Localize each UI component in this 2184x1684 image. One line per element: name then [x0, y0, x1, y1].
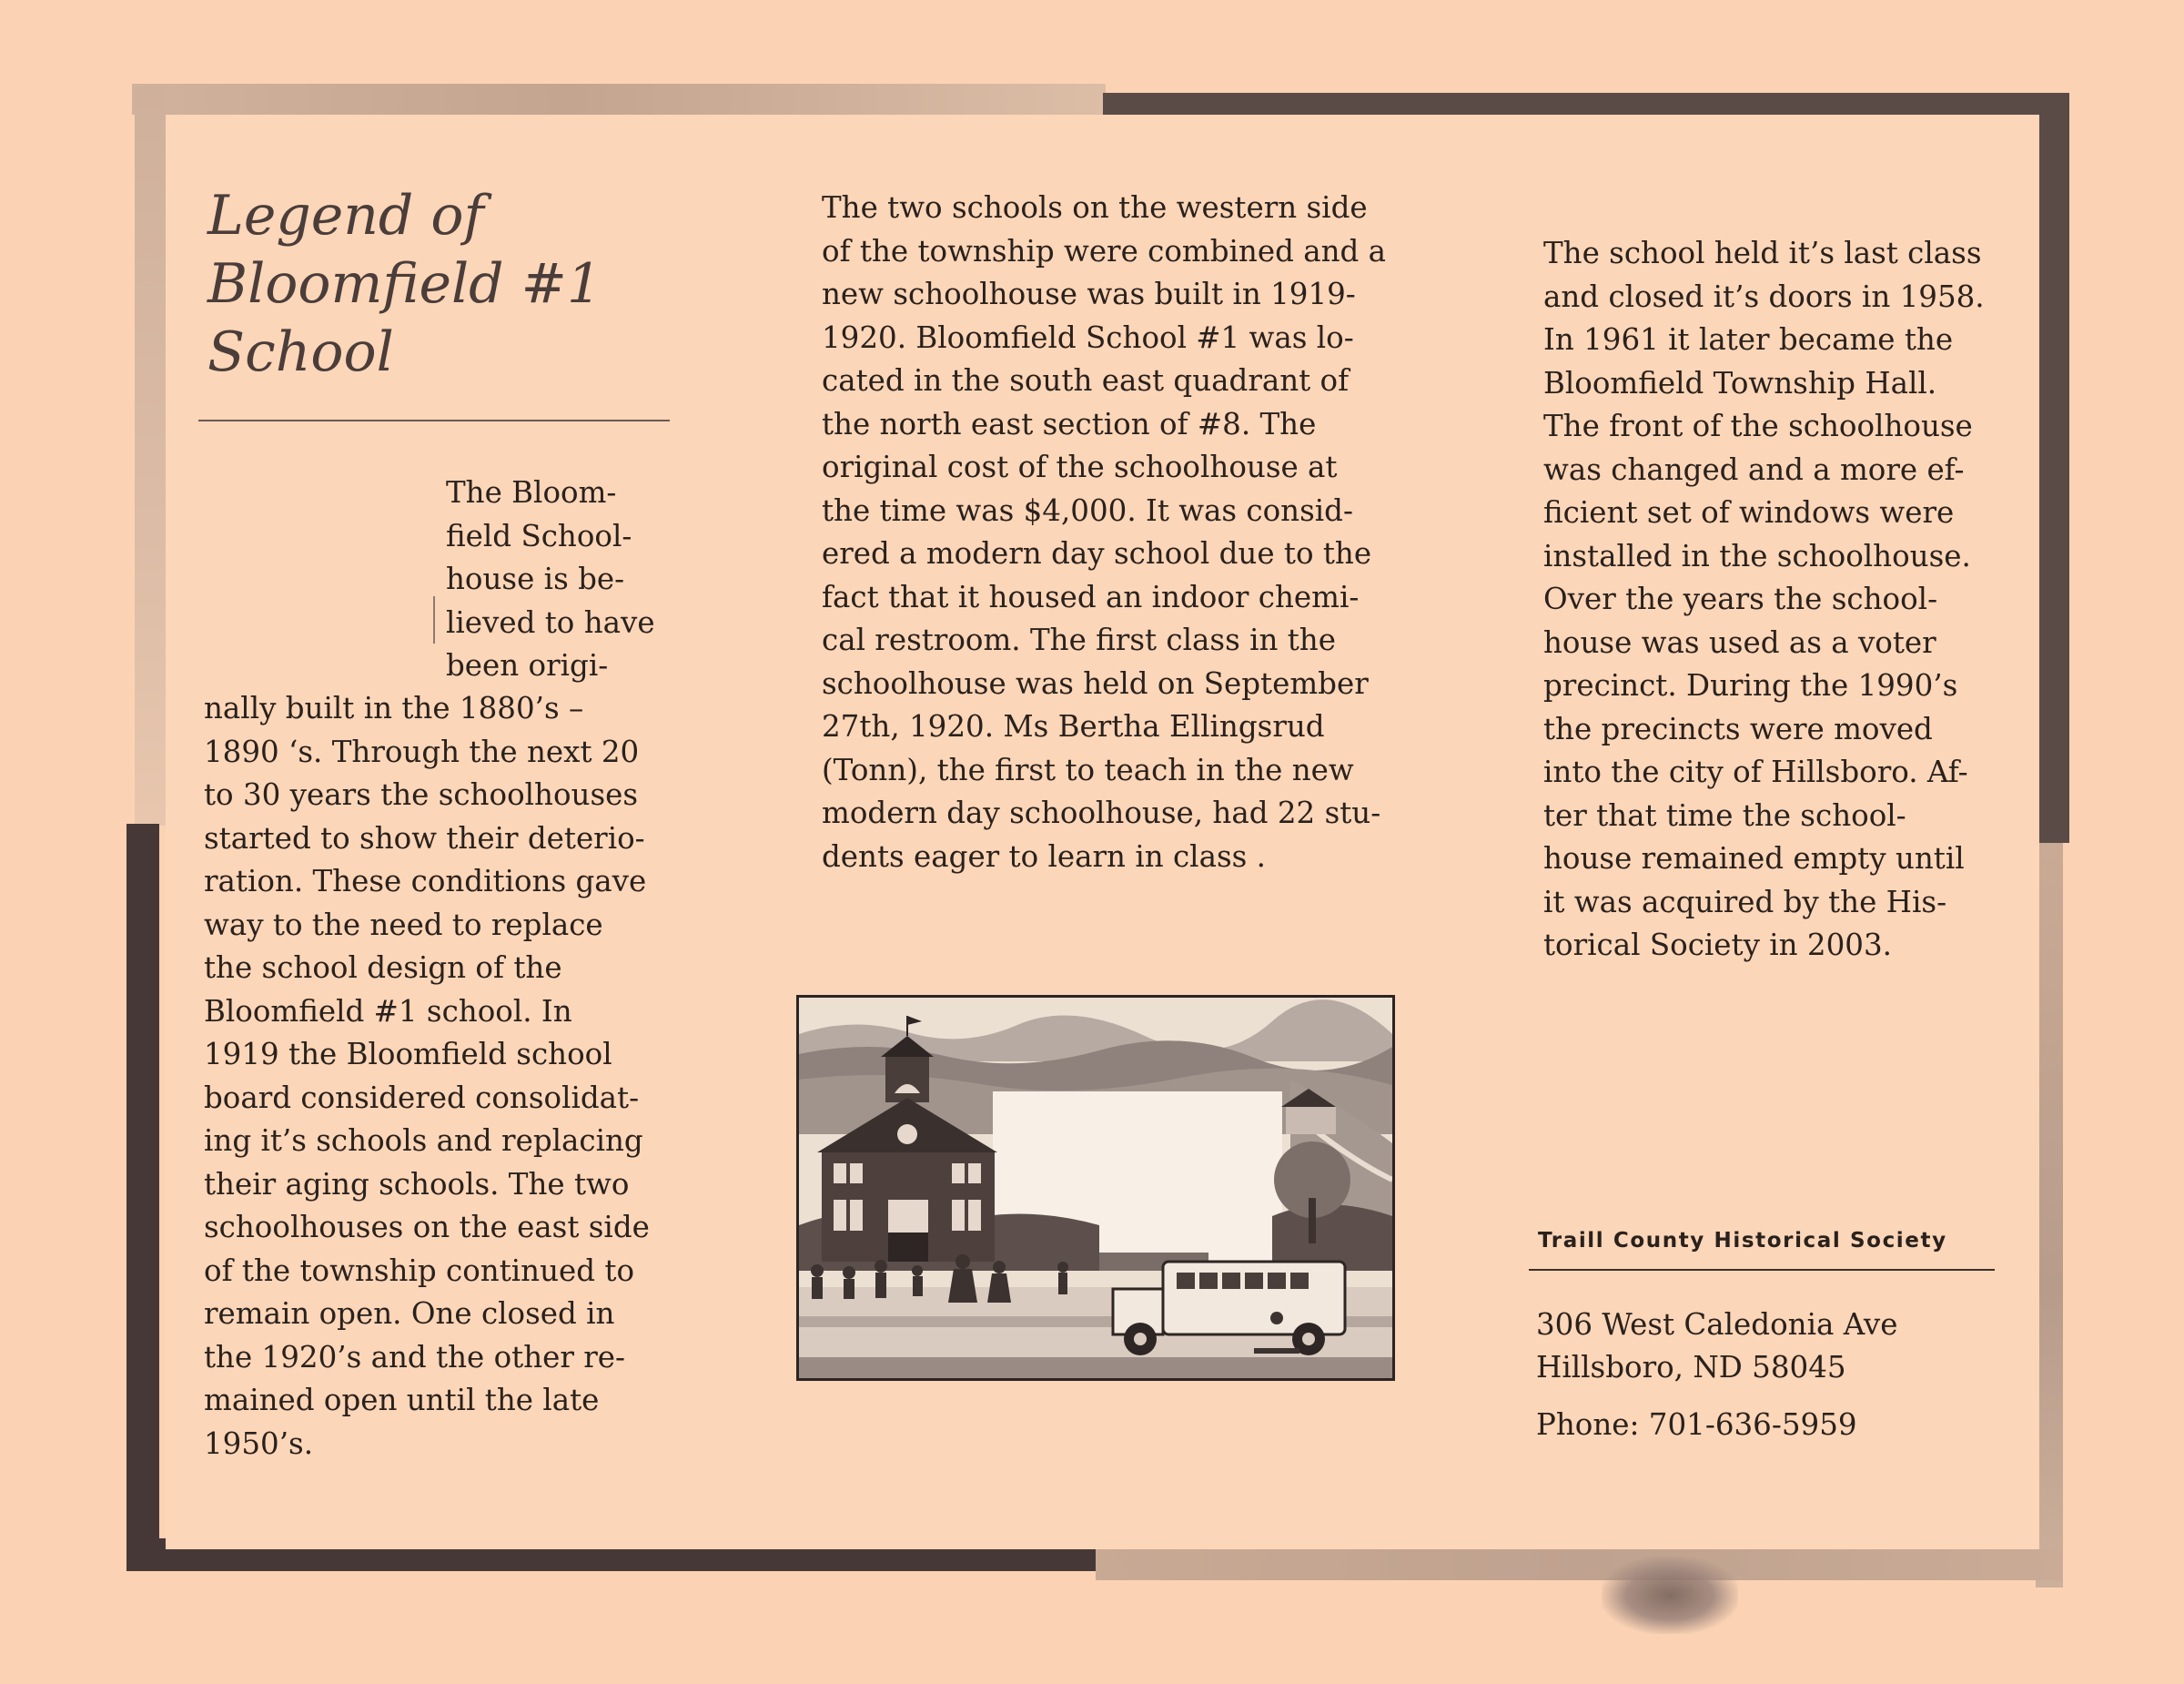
text-line: schoolhouses on the east side	[204, 1210, 650, 1244]
text-line: precinct. During the 1990’s	[1543, 668, 1958, 703]
text-line: cal restroom. The first class in the	[822, 623, 1336, 657]
text-line: remain open. One closed in	[204, 1296, 615, 1331]
text-line: house is be-	[446, 562, 625, 596]
title-line: School	[207, 320, 394, 384]
address-line: 306 West Caledonia Ave	[1536, 1307, 1898, 1342]
text-line: ing it’s schools and replacing	[204, 1123, 643, 1158]
text-line: The Bloom-	[446, 475, 617, 510]
text-line: The front of the schoolhouse	[1543, 409, 1973, 443]
text-line: way to the need to replace	[204, 907, 603, 942]
text-line: their aging schools. The two	[204, 1166, 630, 1202]
text-line: 1920. Bloomfield School #1 was lo-	[822, 320, 1354, 355]
text-line: house was used as a voter	[1543, 624, 1936, 660]
page-title	[207, 182, 681, 387]
phone-number: Phone: 701-636-5959	[1536, 1407, 1857, 1442]
title-line: Bloomfield #1	[207, 252, 602, 316]
text-line: board considered consolidat-	[204, 1080, 640, 1115]
text-line: schoolhouse was held on September	[822, 665, 1369, 701]
column-1-intro	[446, 472, 682, 688]
text-line: ficient set of windows were	[1543, 495, 1955, 530]
schoolhouse-illustration	[796, 995, 1395, 1381]
address-block	[1536, 1304, 2009, 1389]
title-line: Legend of	[207, 184, 484, 248]
text-line: the precincts were moved	[1543, 711, 1933, 746]
title-divider	[198, 420, 670, 421]
text-line: 1950’s.	[204, 1425, 314, 1461]
text-line: house remained empty until	[1543, 841, 1965, 876]
society-divider	[1529, 1269, 1995, 1271]
text-line: dents eager to learn in class .	[822, 838, 1266, 874]
column-1-body	[204, 687, 677, 1466]
text-line: ration. These conditions gave	[204, 864, 647, 898]
text-line: it was acquired by the His-	[1543, 884, 1947, 919]
text-line: of the township continued to	[204, 1253, 635, 1288]
text-line: In 1961 it later became the	[1543, 322, 1954, 357]
column-3-body	[1543, 232, 2053, 968]
text-line: field School-	[446, 518, 632, 553]
text-line: lieved to have	[446, 604, 655, 640]
text-line: was changed and a more ef-	[1543, 451, 1965, 487]
text-line: modern day schoolhouse, had 22 stu-	[822, 796, 1381, 830]
address-line: Hillsboro, ND 58045	[1536, 1350, 1846, 1385]
text-line: ter that time the school-	[1543, 797, 1906, 833]
text-line: Over the years the school-	[1543, 582, 1938, 616]
text-line: cated in the south east quadrant of	[822, 363, 1350, 398]
text-line: The two schools on the western side	[822, 190, 1368, 225]
text-line: Bloomfield #1 school. In	[204, 993, 572, 1029]
text-line: the time was $4,000. It was consid-	[822, 492, 1353, 528]
text-line: ered a modern day school due to the	[822, 536, 1372, 571]
text-line: The school held it’s last class	[1543, 236, 1982, 270]
scan-smudge	[1602, 1557, 1738, 1634]
frame-bar-top-left	[132, 84, 1106, 115]
text-line: into the city of Hillsboro. Af-	[1543, 755, 1968, 789]
text-line: fact that it housed an indoor chemi-	[822, 579, 1360, 614]
frame-bar-left-upper	[135, 86, 166, 826]
text-line: the school design of the	[204, 950, 562, 985]
text-line: (Tonn), the first to teach in the new	[822, 752, 1354, 787]
text-line: to 30 years the schoolhouses	[204, 777, 639, 812]
text-line: new schoolhouse was built in 1919-	[822, 277, 1356, 311]
text-line: the north east section of #8. The	[822, 406, 1317, 441]
text-line: mained open until the late	[204, 1383, 600, 1417]
text-line: the 1920’s and the other re-	[204, 1339, 626, 1375]
text-line: installed in the schoolhouse.	[1543, 538, 1971, 573]
frame-bar-bottom-right	[1096, 1549, 2062, 1580]
text-line: started to show their deterio-	[204, 820, 645, 856]
margin-mark	[433, 596, 435, 644]
text-line: of the township were combined and a	[822, 233, 1387, 269]
frame-bar-left-lower	[126, 824, 159, 1570]
text-line: 1919 the Bloomfield school	[204, 1037, 612, 1071]
text-line: 27th, 1920. Ms Bertha Ellingsrud	[822, 709, 1325, 744]
society-name: Traill County Historical Society	[1538, 1229, 1947, 1253]
text-line: torical Society in 2003.	[1543, 928, 1892, 962]
text-line: Bloomfield Township Hall.	[1543, 365, 1937, 401]
text-line: original cost of the schoolhouse at	[822, 450, 1338, 484]
text-line: been origi-	[446, 648, 609, 683]
text-line: 1890 ‘s. Through the next 20	[204, 734, 640, 769]
text-line: and closed it’s doors in 1958.	[1543, 279, 1985, 314]
text-line: nally built in the 1880’s –	[204, 691, 584, 725]
column-2-body	[822, 187, 1413, 878]
